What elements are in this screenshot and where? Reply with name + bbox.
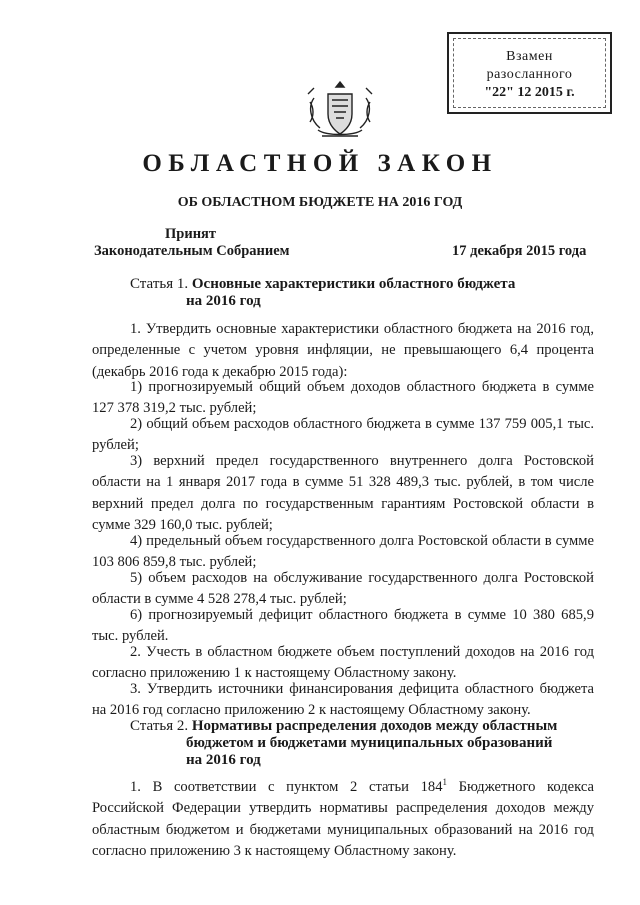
article-2-p1-end: Бюджетного кодекса Российской Федерации утвердить нормативы распределения доходов между областным бюджетом и бюджетами муниципальных образований на 2016 год согласно приложению 3 к настоящему Областному закону. xyxy=(92,779,594,859)
adopted-by: Законодательным Собранием xyxy=(94,243,290,259)
article-2-p1-superscript: 1 xyxy=(442,777,447,788)
article-1-title: Основные характеристики областного бюджета xyxy=(191,276,516,292)
article-2-paragraph-1 xyxy=(92,777,594,862)
article-2-title: Нормативы распределения доходов между областным xyxy=(191,718,558,734)
article-1-heading xyxy=(130,276,515,310)
stamp-line-1: Взамен xyxy=(506,49,553,64)
article-1-item-3: 3) верхний предел государственного внутреннего долга Ростовской области на 1 января 2017 года в сумме 51 328 489,3 тыс. рублей, в том числе верхний предел долга по государственным гарантиям Ростовской области в сумме 329 160,0 тыс. рублей; xyxy=(92,453,594,533)
coat-of-arms-icon xyxy=(300,76,380,146)
stamp-line-3: "22" 12 2015 г. xyxy=(484,85,575,100)
stamp-line-2: разосланного xyxy=(486,67,573,82)
article-1-item-5: 5) объем расходов на обслуживание государственного долга Ростовской области в сумме 4 528 278,4 тыс. рублей; xyxy=(92,570,594,608)
article-1-item-4: 4) предельный объем государственного долга Ростовской области в сумме 103 806 859,8 тыс. рублей; xyxy=(92,533,594,571)
replacement-stamp xyxy=(447,32,612,114)
article-2-heading xyxy=(130,718,557,769)
article-1-title-cont: на 2016 год xyxy=(186,293,261,309)
article-2-title-cont-2: на 2016 год xyxy=(186,752,261,768)
article-2-title-cont-1: бюджетом и бюджетами муниципальных образований xyxy=(186,735,553,751)
adopted-date: 17 декабря 2015 года xyxy=(452,243,587,259)
article-2-label: Статья 2. xyxy=(130,718,189,734)
adopted-label: Принят xyxy=(165,226,217,242)
article-1-item-1: 1) прогнозируемый общий объем доходов областного бюджета в сумме 127 378 319,2 тыс. рублей; xyxy=(92,379,594,417)
article-1-label: Статья 1. xyxy=(130,276,189,292)
article-1-paragraph-1: 1. Утвердить основные характеристики областного бюджета на 2016 год, определенные с учетом уровня инфляции, не превышающего 6,4 процента (декабрь 2016 года к декабрю 2015 года): xyxy=(92,321,594,380)
article-1-paragraph-3: 3. Утвердить источники финансирования дефицита областного бюджета на 2016 год согласно приложению 2 к настоящему Областному закону. xyxy=(92,681,594,719)
stamp-inner-border xyxy=(453,38,606,108)
article-1-item-2: 2) общий объем расходов областного бюджета в сумме 137 759 005,1 тыс. рублей; xyxy=(92,416,594,454)
article-2-p1-start: 1. В соответствии с пунктом 2 статьи 184 xyxy=(130,779,443,795)
article-1-item-6: 6) прогнозируемый дефицит областного бюджета в сумме 10 380 685,9 тыс. рублей. xyxy=(92,607,594,645)
document-subtitle: ОБ ОБЛАСТНОМ БЮДЖЕТЕ НА 2016 ГОД xyxy=(177,195,463,210)
document-title: ОБЛАСТНОЙ ЗАКОН xyxy=(142,150,498,177)
article-1-paragraph-2: 2. Учесть в областном бюджете объем поступлений доходов на 2016 год согласно приложению 1 к настоящему Областному закону. xyxy=(92,644,594,682)
